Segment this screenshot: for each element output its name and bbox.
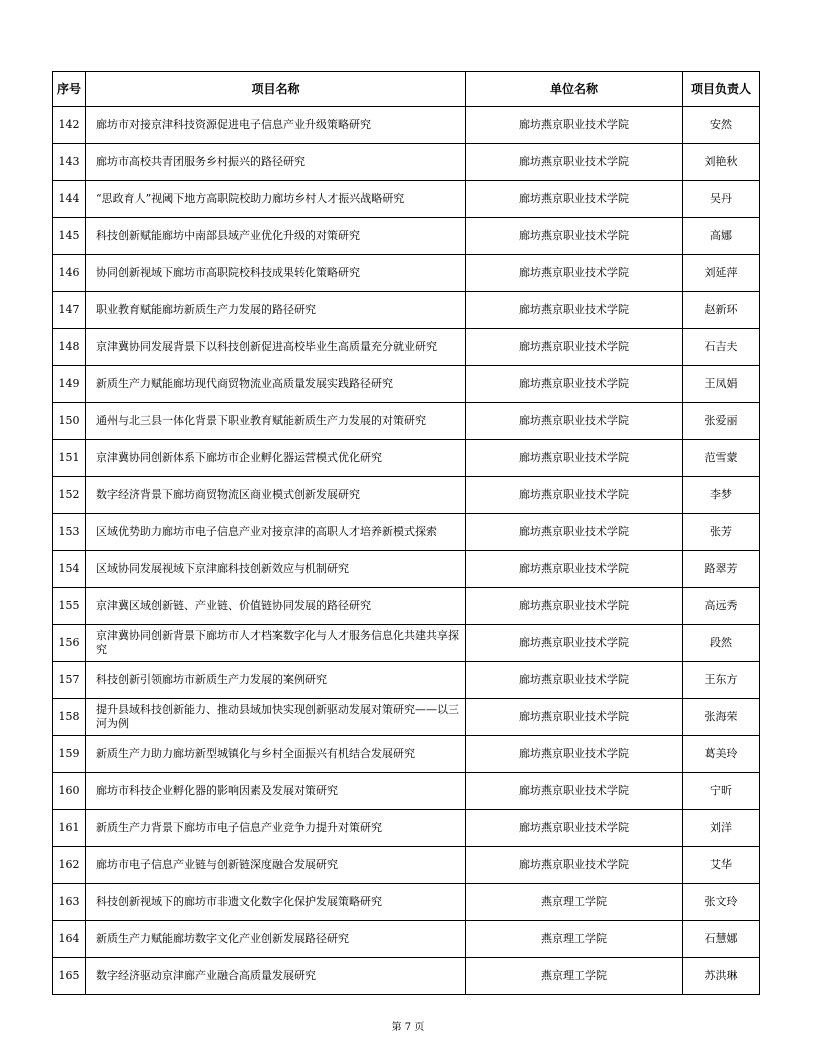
cell-no: 147 (53, 292, 86, 329)
table-row (53, 477, 760, 514)
page-number: 第 7 页 (391, 1022, 425, 1033)
cell-unit-name: 廊坊燕京职业技术学院 (466, 699, 683, 736)
cell-project-name: 通州与北三县一体化背景下职业教育赋能新质生产力发展的对策研究 (86, 403, 466, 440)
cell-project-name: 新质生产力背景下廊坊市电子信息产业竞争力提升对策研究 (86, 810, 466, 847)
table-row (53, 773, 760, 810)
cell-unit-name: 廊坊燕京职业技术学院 (466, 625, 683, 662)
cell-project-name: 科技创新赋能廊坊中南部县域产业优化升级的对策研究 (86, 218, 466, 255)
table-row (53, 625, 760, 662)
table-row (53, 181, 760, 218)
cell-unit-name: 廊坊燕京职业技术学院 (466, 218, 683, 255)
cell-unit-name: 廊坊燕京职业技术学院 (466, 366, 683, 403)
cell-project-name: 协同创新视域下廊坊市高职院校科技成果转化策略研究 (86, 255, 466, 292)
table-row (53, 958, 760, 995)
cell-no: 149 (53, 366, 86, 403)
table-row (53, 292, 760, 329)
cell-unit-name: 廊坊燕京职业技术学院 (466, 292, 683, 329)
cell-project-lead: 张文玲 (683, 884, 760, 921)
cell-project-name: 科技创新视域下的廊坊市非遗文化数字化保护发展策略研究 (86, 884, 466, 921)
table-row (53, 921, 760, 958)
cell-project-lead: 高娜 (683, 218, 760, 255)
cell-project-lead: 刘艳秋 (683, 144, 760, 181)
cell-project-name: 科技创新引领廊坊市新质生产力发展的案例研究 (86, 662, 466, 699)
cell-project-name: 京津冀区域创新链、产业链、价值链协同发展的路径研究 (86, 588, 466, 625)
cell-project-lead: 张海荣 (683, 699, 760, 736)
cell-project-lead: 苏洪琳 (683, 958, 760, 995)
cell-unit-name: 廊坊燕京职业技术学院 (466, 255, 683, 292)
cell-unit-name: 廊坊燕京职业技术学院 (466, 588, 683, 625)
table-row (53, 440, 760, 477)
cell-no: 142 (53, 107, 86, 144)
cell-project-lead: 王东方 (683, 662, 760, 699)
cell-no: 163 (53, 884, 86, 921)
cell-unit-name: 廊坊燕京职业技术学院 (466, 847, 683, 884)
cell-project-lead: 张爱丽 (683, 403, 760, 440)
cell-project-name: 京津冀协同创新体系下廊坊市企业孵化器运营模式优化研究 (86, 440, 466, 477)
cell-no: 162 (53, 847, 86, 884)
cell-project-name: 新质生产力助力廊坊新型城镇化与乡村全面振兴有机结合发展研究 (86, 736, 466, 773)
table-row (53, 810, 760, 847)
cell-project-lead: 葛美玲 (683, 736, 760, 773)
cell-no: 144 (53, 181, 86, 218)
table-row (53, 847, 760, 884)
cell-project-lead: 刘延萍 (683, 255, 760, 292)
cell-no: 156 (53, 625, 86, 662)
cell-project-name: 数字经济驱动京津廊产业融合高质量发展研究 (86, 958, 466, 995)
cell-unit-name: 廊坊燕京职业技术学院 (466, 403, 683, 440)
table-header-row (53, 72, 760, 107)
cell-no: 146 (53, 255, 86, 292)
cell-no: 145 (53, 218, 86, 255)
cell-no: 159 (53, 736, 86, 773)
cell-project-name: 京津冀协同创新背景下廊坊市人才档案数字化与人才服务信息化共建共享探究 (86, 625, 466, 662)
cell-unit-name: 廊坊燕京职业技术学院 (466, 810, 683, 847)
cell-project-lead: 赵新环 (683, 292, 760, 329)
table-row (53, 255, 760, 292)
table-row (53, 662, 760, 699)
project-table (52, 71, 760, 995)
cell-no: 150 (53, 403, 86, 440)
table-row (53, 144, 760, 181)
table-row (53, 403, 760, 440)
cell-project-name: 职业教育赋能廊坊新质生产力发展的路径研究 (86, 292, 466, 329)
cell-project-lead: 刘洋 (683, 810, 760, 847)
table-row (53, 884, 760, 921)
cell-no: 160 (53, 773, 86, 810)
cell-project-name: 区域协同发展视域下京津廊科技创新效应与机制研究 (86, 551, 466, 588)
cell-unit-name: 廊坊燕京职业技术学院 (466, 477, 683, 514)
cell-no: 161 (53, 810, 86, 847)
cell-project-name: 廊坊市科技企业孵化器的影响因素及发展对策研究 (86, 773, 466, 810)
table-row (53, 551, 760, 588)
cell-unit-name: 廊坊燕京职业技术学院 (466, 144, 683, 181)
cell-project-lead: 范雪蒙 (683, 440, 760, 477)
cell-unit-name: 廊坊燕京职业技术学院 (466, 551, 683, 588)
cell-project-name: “思政育人”视阈下地方高职院校助力廊坊乡村人才振兴战略研究 (86, 181, 466, 218)
cell-no: 155 (53, 588, 86, 625)
cell-unit-name: 燕京理工学院 (466, 958, 683, 995)
cell-project-name: 廊坊市电子信息产业链与创新链深度融合发展研究 (86, 847, 466, 884)
header-unit-name: 单位名称 (466, 72, 683, 107)
cell-no: 148 (53, 329, 86, 366)
cell-project-lead: 王凤娟 (683, 366, 760, 403)
cell-no: 164 (53, 921, 86, 958)
cell-unit-name: 廊坊燕京职业技术学院 (466, 329, 683, 366)
cell-project-lead: 石慧娜 (683, 921, 760, 958)
cell-no: 154 (53, 551, 86, 588)
cell-unit-name: 廊坊燕京职业技术学院 (466, 773, 683, 810)
cell-project-lead: 宁昕 (683, 773, 760, 810)
cell-unit-name: 廊坊燕京职业技术学院 (466, 440, 683, 477)
cell-no: 157 (53, 662, 86, 699)
cell-no: 151 (53, 440, 86, 477)
header-project-name: 项目名称 (86, 72, 466, 107)
cell-project-lead: 段然 (683, 625, 760, 662)
table-row (53, 699, 760, 736)
cell-unit-name: 廊坊燕京职业技术学院 (466, 181, 683, 218)
cell-no: 153 (53, 514, 86, 551)
cell-project-lead: 张芳 (683, 514, 760, 551)
cell-project-name: 京津冀协同发展背景下以科技创新促进高校毕业生高质量充分就业研究 (86, 329, 466, 366)
cell-project-lead: 李梦 (683, 477, 760, 514)
table-row (53, 514, 760, 551)
cell-project-name: 新质生产力赋能廊坊数字文化产业创新发展路径研究 (86, 921, 466, 958)
cell-project-lead: 路翠芳 (683, 551, 760, 588)
cell-unit-name: 燕京理工学院 (466, 921, 683, 958)
cell-no: 152 (53, 477, 86, 514)
cell-project-lead: 安然 (683, 107, 760, 144)
cell-project-lead: 艾华 (683, 847, 760, 884)
cell-project-name: 廊坊市对接京津科技资源促进电子信息产业升级策略研究 (86, 107, 466, 144)
table-row (53, 736, 760, 773)
cell-project-name: 廊坊市高校共青团服务乡村振兴的路径研究 (86, 144, 466, 181)
table-row (53, 329, 760, 366)
table-row (53, 588, 760, 625)
cell-project-name: 区域优势助力廊坊市电子信息产业对接京津的高职人才培养新模式探索 (86, 514, 466, 551)
cell-unit-name: 廊坊燕京职业技术学院 (466, 107, 683, 144)
header-no: 序号 (53, 72, 86, 107)
table-row (53, 218, 760, 255)
cell-unit-name: 燕京理工学院 (466, 884, 683, 921)
cell-project-lead: 吴丹 (683, 181, 760, 218)
cell-project-name: 数字经济背景下廊坊商贸物流区商业模式创新发展研究 (86, 477, 466, 514)
cell-project-lead: 高远秀 (683, 588, 760, 625)
cell-project-lead: 石吉夫 (683, 329, 760, 366)
cell-project-name: 新质生产力赋能廊坊现代商贸物流业高质量发展实践路径研究 (86, 366, 466, 403)
table-row (53, 107, 760, 144)
cell-unit-name: 廊坊燕京职业技术学院 (466, 736, 683, 773)
cell-no: 158 (53, 699, 86, 736)
cell-unit-name: 廊坊燕京职业技术学院 (466, 514, 683, 551)
cell-project-name: 提升县域科技创新能力、推动县域加快实现创新驱动发展对策研究——以三河为例 (86, 699, 466, 736)
header-project-lead: 项目负责人 (683, 72, 760, 107)
cell-unit-name: 廊坊燕京职业技术学院 (466, 662, 683, 699)
cell-no: 143 (53, 144, 86, 181)
table-row (53, 366, 760, 403)
cell-no: 165 (53, 958, 86, 995)
